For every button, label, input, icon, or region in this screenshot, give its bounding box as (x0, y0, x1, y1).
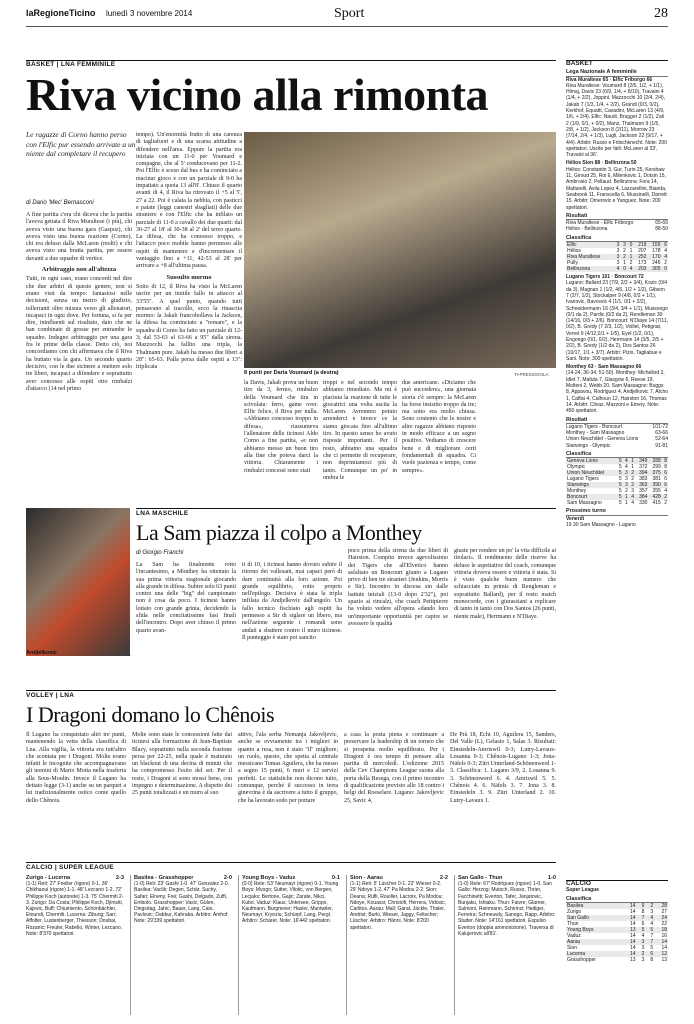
calcio-kicker: CALCIO | SUPER LEAGUE (26, 864, 114, 871)
result-score: 52-64 (655, 436, 668, 443)
standings-cell-pa: 390 (652, 482, 661, 489)
standings-cell-l: 4 (631, 500, 635, 507)
standings-cell-l: 2 (629, 260, 633, 267)
standings-cell-l: 7 (650, 938, 654, 945)
standings-cell-pt: 14 (661, 938, 667, 945)
standings-cell-w: 3 (625, 476, 628, 483)
standings-cell-team: Union Neuchâtel (567, 470, 604, 477)
article2-rule (136, 508, 556, 509)
standings-cell-l: 5 (650, 944, 654, 951)
standings-cell-pt: 27 (661, 908, 667, 915)
result-score: 101-72 (652, 423, 668, 430)
standings-cell-team: Young Boys (567, 926, 594, 933)
result-row (566, 443, 668, 449)
match-score: 0-1 (331, 875, 340, 881)
article1-column-4: troppi e nel secondo tempo abbiamo rimediato. Ma mi è piaciuta la reazione di tutte le giocatrici una volta uscita la McLaren. Avremmo potuto arrenderci e invece ce la siamo giocata fino all'ultimo tiro. In questo senso ho avuto risposte importanti. Per il resto, abbiamo una squadra che ci permette di recuperare, non deprimiamoci più di tanto. Comunque un po' in ombra le (323, 380, 397, 481)
article1-photo-caption: 8 punti per Daria Voumard (a destra) (244, 370, 339, 376)
article3-headline: I Dragoni domano lo Chênois (26, 702, 275, 727)
standings-cell-pa: 246 (652, 260, 661, 267)
article2-column-4: giuste per rendere un po' la vita difficile ai titolari». Il rendimento delle riserve ha deluso le aspettative del coach, comunque vittoria doveva essere e vittoria è stata. Si è visto qualche buon numero che schiacciate in primis di Rengleman e soprattutto Ballard), per il resto match monocorde, con i giurassiani a replicare di tanto in tanto con Dos Santos (26 punti, niente male), Herrmann e N'Diaye. (454, 548, 556, 620)
standings-cell-w: 3 (641, 938, 645, 945)
standings-title: Classifica (566, 235, 668, 242)
standings-cell-g: 3 (616, 260, 620, 267)
match-report: (0-0) Rete: 53' Neumayr (rigore) 0-1. Young Boys: Mvogo; Sutter, Vilotic, von Bergen, Lecjaks; Bertone, Gajic; Zarate, Nikci, Kubo. Vaduz: Klaus; Untersee, Grippo, Kaufmann, Burgmeier; Hasler, Muntwiler, Neumayr, Kryeziu; Schürpf, Lang, Pergl. Arbitro: Schärer. Note: 16'442 spettatori. (242, 881, 339, 925)
standings-cell-l: 2 (631, 470, 635, 477)
standings-cell-w: 9 (641, 902, 645, 909)
standings-cell-pa: 305 (652, 266, 661, 273)
standings-cell-pt: 16 (661, 932, 667, 939)
standings-cell-l: 4 (650, 920, 654, 927)
match-report: (1-0) Reti: 23' Gashi 1-0. 47' Gonzalez 2-0. Basilea: Vaclik; Degen, Schär, Suchy, Safari; Elneny, Frei; Gashi, Delgado, Zuffi, Embolo. Grasshopper: Vasic; Gülen, Dingsdag, Jahic, Bauer, Lang, Caio, Pavlovic; Dabbur, Kahraba. Arbitro: Amhof. Note: 29'339 spettatori. (134, 881, 230, 925)
standings-cell-l: 8 (650, 956, 654, 963)
standings-cell-w: 2 (623, 254, 626, 261)
standings-cell-g: 14 (630, 920, 636, 927)
standings-cell-w: 2 (625, 488, 628, 495)
standings-cell-w: 8 (641, 908, 645, 915)
standings-cell-pt: 14 (661, 944, 667, 951)
standings-cell-team: Zurigo (567, 908, 582, 915)
standings-cell-g: 14 (630, 902, 636, 909)
page-number: 28 (654, 6, 668, 21)
article2-kicker: LNA MASCHILE (136, 510, 189, 517)
article1-column-5: due americane. «Diciamo che può succedere», una giornata storta c'è sempre: la McLaren ha forse insistito troppo da tre; ma sotto era molto chiusa. Sono contento che le nostre e altre ragazze abbiano risposto in modo efficace a un segno positivo. Vediamo di crescere bene e di migliorare certi fondamentali di squadra. Ci vuole pazienza e tempo, come sempre». (402, 380, 476, 474)
article1-photo-credit: TI-PRESS/GOLA (514, 372, 549, 377)
standings-cell-g: 3 (616, 248, 620, 255)
article1-lead: Le ragazze di Corno hanno perso con l'Elfic pur essendo arrivate a un niente dal completare il recupero (26, 130, 136, 158)
standings-cell-pf: 383 (639, 476, 648, 483)
standings-cell-pt: 4 (664, 254, 667, 261)
standings-cell-g: 5 (618, 476, 622, 483)
standings-cell-w: 3 (625, 470, 628, 477)
match-score: 2-2 (439, 875, 448, 881)
standings2-title: Classifica (566, 451, 668, 458)
standings-cell-pt: 28 (661, 902, 667, 909)
standings-cell-g: 14 (630, 950, 636, 957)
standings-row (566, 957, 668, 963)
article3-column-2: Molte sono state le concessioni fatte dai ticinesi alla formazione di Jean-Baptiste Blazy, soprattutto nella seconda frazione persa per 22-25, nella quale è maturato un blackout di una decina di minuti che ha compromesso l'esito del set. Per il resto, i Dragoni si sono mossi bene, con impegno e determinazione. A dispetto dei 25 punti totalizzati e un muro al suo (132, 732, 232, 797)
standings-cell-pt: 6 (664, 476, 667, 483)
standings-cell-pt: 6 (664, 482, 667, 489)
article2-photo-caption: Andjelkovic (26, 650, 57, 656)
standings-cell-g: 14 (630, 908, 636, 915)
standings-cell-pf: 349 (639, 458, 648, 465)
standings-cell-l: 4 (631, 494, 635, 501)
standings2-table (566, 458, 668, 506)
standings-cell-g: 14 (630, 914, 636, 921)
standings-cell-w: 7 (641, 914, 645, 921)
standings-cell-team: Boncourt (567, 494, 588, 501)
calcio-standings-title: Classifica (566, 896, 668, 903)
standings-cell-pf: 363 (639, 482, 648, 489)
standings-cell-pf: 252 (638, 254, 647, 261)
standings-cell-pt: 18 (661, 926, 667, 933)
result-match: Riva Muraltese - Elfic Friborgo (566, 220, 634, 227)
standings-cell-w: 2 (641, 950, 645, 957)
standings-cell-pt: 8 (664, 458, 667, 465)
standings-cell-g: 5 (618, 470, 622, 477)
result-score: 91-81 (655, 442, 668, 449)
standings-cell-pt: 13 (661, 956, 667, 963)
standings-cell-g: 13 (630, 956, 636, 963)
match-score: 1-0 (547, 875, 556, 881)
standings-cell-team: Pully (567, 260, 578, 267)
standings-cell-team: Lucerna (567, 950, 586, 957)
standings-cell-pt: 6 (664, 242, 667, 249)
article3-column-4: a casa la posta piena e continuare a preservare la leadership di un torneo che si prospetta molto equilibrato. Per i Dragoni è ora tempo di pensare alla partita di mercoledì. L'edizione 2015 della Cev Champions League suona alla porta della Resega, con il primo incontro di qualificazione previsto alle 18 contro i belgi del Roeselare. Lugano: Jakovljevic 25, Savic 4, (344, 732, 444, 804)
calcio-side-sub: Super League (566, 887, 600, 894)
standings-cell-l: 1 (631, 464, 635, 471)
article1-subhead-1: Arbitraggio non all'altezza (41, 266, 117, 274)
result-match: Monthey - Sam Massagno (566, 430, 625, 437)
standings-cell-g: 3 (616, 242, 620, 249)
standings-cell-pa: 428 (652, 494, 661, 501)
sidebar-subtitle: Lega Nazionale A femminile (566, 69, 668, 76)
standings-row (566, 266, 668, 272)
standings-cell-pf: 219 (638, 242, 647, 249)
standings-cell-pf: 330 (639, 500, 648, 507)
article3-column-5: De Prà 18, Echt 10, Aguilera 15, Sanders, Del Valle (L), Gelasio 1, Salas 3. Risultati: Einsiedeln-Amriswil 0-3; Lutry-Lavaux-Losanna 0-3; Chênois-Lugano 1-3; Jona-Näfels 0-3; Züri Unterland-Schönenwerd 1-3. Classifica: 1. Lugano 3/9, 2. Losanna 9. 3. Schönenwerd 6. 4. Amriswil 5. 5. Chênois 4. 6. Näfels 3. 7. Jona 3. 8. Einsiedeln 3. 9. Züri Unterland 2. 10. Lutry-Lavaux 1. (450, 732, 556, 804)
article1-photo (244, 132, 556, 368)
match-name: Zurigo - Lucerna (26, 875, 71, 881)
game4-report: (14-24, 36-34, 51-50). Monthey: Michellod 2, Idlet 7, Mafuta 7, Glasgow 6, Reese 19, Molteni 2, Webb 20. Sam Massagno: Buggs 8, Appavou, Rodriguez 4, Andjelkovic 7, Atcho 1, Caflisi 4, Calhoun 12, Hairston 16, Thomas 14. Arbitri: Clivaz, Mazzoni e Emery. Note: 450 spettatori. (566, 370, 669, 415)
result-score: 65-66 (655, 220, 668, 227)
standings-cell-pt: 6 (664, 470, 667, 477)
standings-cell-team: Olympic (567, 464, 586, 471)
article2-column-3: poco prima della sirena da due liberi di Hairston. Compito invece agevolissimo dei Tigers che all'Elvetico hanno asfaltato un Boncourt giunto a Lugano privo di ben tre stranieri (Jenkins, Morris e Sir). Incontro in discesa sin dalle battute iniziali (13-0 dopo 2'32"), poi spazio ai rincalzi, che coach Petitpierre ha voluto vedere all'opera «dando loro un'importante opportunità per capire se avessero le qualità (348, 548, 448, 627)
article3-column-3: attivo, l'ala serba Nemanja Jakovljevic, anche se ovviamente tra i migliori in quanto a resa, non è stato "il" migliore; un ruolo, questo, che spetta al centrale messicano Tomas Aguilera, che ha messo a segno 15 punti, 6 muri e 12 servizi perfetti. Le statistiche non dicono tutto, comunque, perché il successo in terra ginevrina è da ascrivere a tutto il gruppo, che ha lavorato sodo per portare (238, 732, 338, 804)
result-row (566, 226, 668, 232)
standings-table (566, 242, 668, 272)
standings-cell-pa: 288 (652, 458, 661, 465)
standings-cell-pf: 173 (638, 260, 647, 267)
standings-row (566, 500, 668, 506)
calcio-standings-table (566, 903, 668, 963)
standings-cell-pt: 22 (661, 920, 667, 927)
standings-cell-l: 0 (629, 242, 633, 249)
standings-cell-l: 2 (650, 902, 654, 909)
match-box (26, 875, 124, 1015)
standings-cell-g: 5 (618, 488, 622, 495)
sidebar-title: BASKET (566, 60, 593, 67)
standings-cell-w: 3 (623, 242, 626, 249)
article3-column-1: Il Lugano ha conquistato altri tre punti, mantenendo la vetta della classifica di Lna. Alla vigilia, la vittoria era tutt'altro che scontata per i Dragoni. Molte erano infatti le incognite che accompagnavano gli uomini di Mario Motta nella trasferta alla Sous-Moulin. Invece il Lugano ha dettato legge (3-1) anche su un parquet a lui tradizionalmente ostico come quello dello Chênois. (26, 732, 126, 804)
standings-cell-g: 5 (618, 458, 622, 465)
standings-cell-pa: 415 (652, 500, 661, 507)
page-header (26, 8, 668, 27)
game2-score: Hélios Sion 88 · Bellinzona 50 (566, 160, 637, 167)
game1-score: Riva Muraltese 65 · Elfic Friborgo 66 (566, 76, 653, 83)
article3-kicker: VOLLEY | LNA (26, 692, 75, 699)
standings-cell-l: 6 (650, 950, 654, 957)
standings-cell-pa: 299 (652, 464, 661, 471)
result-match: Lugano Tigers - Boncourt (566, 423, 623, 430)
match-box (130, 875, 232, 1015)
standings-cell-g: 14 (630, 944, 636, 951)
result-score: 63-66 (655, 430, 668, 437)
standings-cell-g: 5 (618, 494, 622, 501)
standings-cell-pf: 203 (638, 266, 647, 273)
standings-cell-team: Monthey (567, 488, 587, 495)
standings-cell-l: 1 (631, 458, 635, 465)
standings-cell-l: 4 (629, 266, 633, 273)
results-title: Risultati (566, 213, 668, 220)
game4-score: Monthey 63 · Sam Massagno 66 (566, 364, 642, 371)
article1-headline: Riva vicino alla rimonta (26, 69, 489, 120)
sidebar-basket (566, 60, 668, 852)
standings-cell-w: 4 (641, 932, 645, 939)
article2-column-2: ti di 10, i ticinesi hanno dovuto subire il ritorno dei vallesani, mai capaci però di dare continuità alla loro azione. Poi grande equilibrio, rotto proprio nell'epilogo. Decisiva è stata la tripla infilata da Andjelkovic dall'angolo. Un fallo tecnico fischiato agli ospiti ha permesso a Sir di siglare un libero, ma nell'azione seguente i romandi sono andati a sbattere contro il muro ticinese. Il punteggio è stato poi sancito (242, 562, 342, 641)
match-report: (1-1) Reti: 5' Lüscher 0-1. 22' Wieser 0-2. 29' Ndoye 1-2. 47' Pa Modou 2-2. Sion: Deana; Rüfli, Rouiller, Lacroix, Pa Modou; Ndoye, Kouassi; Christofi, Herrera, Vidosic, Carlitos. Aarau: Mall; Garat, Jäckle, Thaler, Andrist; Burki, Wieser, Jaggy, Feltscher; Lüscher. Arbitro: Hänni. Note: 8'200 spettatori. (350, 881, 447, 931)
calcio-boxes (26, 875, 556, 1015)
standings-cell-g: 14 (630, 932, 636, 939)
match-name: Basilea - Grasshopper (134, 875, 194, 881)
game1-report: Riva Muraltese: Voumard 8 (2/5, 1/2, + 1/1), Himaj, Davis 23 (6/9, 1/4, + 8/10), Travaini 4 (1/4, + 2/2), Joppini, Mazzocchi 10 (2/4, 2/4), Jakab 7 (1/3, 1/4, + 2/2), Grandi (0/3, 0/2), Kerkhof, Equatti, Cavadini, McLaren 13 (4/9, 1/6, + 2/4). Elfic: Naudi, Brugger 2 (1/2), Zali 2 (1/9, 0/1, + 0/2), Manz, Thalmann 9 (1/5, 2/8, + 1/2), Jackson 8 (2/11), Morrow 23 (7/14, 2/4, + 1/3), Lugli, Jackson 22 (9/17, + 4/4). Arbitri: Russo e Fritschknecht. Note: 200 spettatori. Uscite per falli: McLaren al 33', Travaini al 36'. (566, 82, 667, 159)
result-match: Hélios - Bellinzona (566, 226, 608, 233)
results-list (566, 220, 668, 233)
article1-kicker: BASKET | LNA FEMMINILE (26, 61, 116, 68)
standings-cell-w: 4 (625, 458, 628, 465)
match-report: (1-0) Rete: 67' Rodriguez (rigore) 1-0. San Gallo: Herzog; Mutsch, Russo, Thrier, Facchinetti; Everton, Tafer, Janjatovic, Bunjaku, Ishiaku. Thun: Faivre; Glarner, Sulmoni, Reinmann, Schirinzi; Hediger, Ferreira; Schneuwly, Sanogo, Rapp. Arbitro: Studer. Note: 14'161 spettatori. Espulso Everton (doppia ammonizione). Traversa di Kalujerovic all'81'. (458, 881, 556, 937)
standings-cell-team: Vaduz (567, 932, 581, 939)
standings-cell-team: Sam Massagno (567, 500, 602, 507)
article1-byline: di Dario 'Mec' Bernasconi (26, 200, 94, 206)
standings-cell-l: 3 (631, 488, 635, 495)
game3-score: Lugano Tigers 101 · Boncourt 72 (566, 274, 644, 281)
standings-cell-l: 2 (631, 476, 635, 483)
standings-cell-team: Grasshopper (567, 956, 596, 963)
standings-cell-team: Thun (567, 920, 579, 927)
sidebar-calcio (566, 880, 668, 1016)
article2-headline: La Sam piazza il colpo a Monthey (136, 520, 422, 545)
standings-cell-team: Lugano Tigers (567, 476, 599, 483)
standings-cell-w: 1 (625, 494, 628, 501)
article1-column-3: la Davis, Jakab prova un buon tiro da 3, fermo, rimbalzo della Voumard che tira in scivolata: ferro, game over. Elfic felice, il Riva per nulla. «Abbiamo concesso troppo in difesa», riassumeva l'allenatore delle ticinesi Aldo Corno a fine partita, «e non abbiamo messo un buon tiro alla fine che poteva darci la vittoria. Chiaramente i rimbalzi concessi sono stati (244, 380, 318, 474)
standings-cell-pa: 381 (652, 476, 661, 483)
article3-rule (26, 690, 556, 691)
standings-cell-team: Aarau (567, 938, 581, 945)
game3-report: Lugano: Ballard 23 (7/9, 2/2 + 3/4), Kozic (0/4 da 3), Magnan 1 (1/2, 4/6, 1/2 + 1/2), Gibson 7 (2/7, 1/2), Stockalper 9 (4/8, 0/2 + 1/1), Ivanovic, Bavcevic 4 (1/1, 0/1 + 2/2), Schneidermann 16 (3/4, 3/4 + 1/1), Mussongo (0/1 da 2), Pardic (0/2 da 2), Rendleman 30 (14/16, 0/3 + 2/6). Boncourt: N'Diaye 14 (7/11, 0/2), B. Gredy (7 2/3, 1/2), Voillet, Petignat, Verret 9 (4/12,0/1 + 1/5), Eyel (1/2, 0/1), Engongo (0/1, 0/2), Herrmann 14 (3/5, 2/5 + 2/2), B. Gredy (1/2 da 2), Dos Santos 26 (10/17, 1/1 + 3/7). Arbitri: Pizio, Tagliabue e Sani. Note: 300 spettatori. (566, 280, 668, 362)
standings-cell-l: 3 (650, 908, 654, 915)
standings-cell-pa: 178 (652, 248, 661, 255)
article2-photo-credit: TI-PRESS/GOLA (96, 652, 131, 657)
match-name: Young Boys - Vaduz (242, 875, 296, 881)
standings-cell-pt: 2 (664, 500, 667, 507)
newspaper-logo: laRegioneTicino (26, 8, 96, 18)
standings-cell-team: Geneva Lions (567, 458, 598, 465)
standings-cell-g: 4 (616, 266, 620, 273)
calcio-rule (26, 862, 556, 863)
standings-cell-l: 1 (629, 248, 633, 255)
article1-col1b-text: Tutti, in ogni caso, erano concordi nel dire che due arbitri di questo genere, non si erano visti da tempo: fantasiosi nelle decisioni, senza un metro di giudizio, tollerranti oltre misura verso gli allenatori, incapaci in ogni dove. Per fortuna, si fa per dire, ininfluenti sul risultato, dato che ne han combinate di grosse per entrambe le squadre. Indegno arbitraggio per una gara fra le prime della classe. Detto ciò, noi concordiamo con chi affermava che il Riva ha buttato via la gara. Un secondo quarto decisivo, con le due sicinere a mettere solo tre liberi, incapaci a difendere e soprattutto aver concesso alle ospiti otto rimbalzi d'attacco (14 nel primo (26, 276, 132, 392)
next-round-title: Prossimo turno (566, 508, 668, 515)
standings-cell-l: 1 (629, 254, 633, 261)
standings-cell-pt: 0 (664, 266, 667, 273)
standings-cell-pt: 12 (661, 950, 667, 957)
standings-cell-team: Starwings (567, 482, 589, 489)
standings-cell-pt: 2 (664, 494, 667, 501)
standings-cell-g: 14 (630, 938, 636, 945)
match-score: 2-0 (223, 875, 232, 881)
game2-report: Hélios: Constantin 3, Gur, Turin 25, Kershaw 11, Giroud 25, Roi 6, Milenkovic 1, Dotsin 15, Ambrosio 2, Pellaud. Bellinzona: Fora 14, Mattarelli, Avila Lopez 4, Lazzarellini, Bianda, Seabrook 11, Franscella 6, Mussinelli, Darrett 15. Arbitri: Omerovic e Yanguez. Note: 200 spettatori. (566, 166, 667, 211)
standings-cell-team: San Gallo (567, 914, 589, 921)
standings-cell-team: Basilea (567, 902, 584, 909)
standings-cell-w: 0 (623, 266, 626, 273)
standings-cell-team: Hélios (567, 248, 581, 255)
result-match: Union Neuchâtel - Geneva Lions (566, 436, 639, 443)
standings-cell-team: Bellinzona (567, 266, 591, 273)
standings-cell-team: Riva Muraltese (567, 254, 601, 261)
standings-cell-pf: 357 (639, 488, 648, 495)
standings-cell-w: 1 (623, 260, 626, 267)
match-box (238, 875, 340, 1015)
standings-cell-w: 3 (625, 482, 628, 489)
results2-title: Risultati (566, 417, 668, 424)
standings-cell-pa: 155 (652, 242, 661, 249)
match-box (454, 875, 556, 1015)
standings-cell-g: 13 (630, 926, 636, 933)
standings-cell-pt: 2 (664, 260, 667, 267)
standings-cell-pt: 8 (664, 464, 667, 471)
match-name: San Gallo - Thun (458, 875, 503, 881)
standings-cell-w: 1 (625, 500, 628, 507)
results2-list (566, 424, 668, 449)
standings-cell-w: 2 (623, 248, 626, 255)
standings-cell-l: 5 (650, 926, 654, 933)
standings-cell-team: Sion (567, 944, 578, 951)
section-name: Sport (334, 6, 365, 21)
standings-cell-w: 5 (641, 926, 645, 933)
match-report: (1-1) Reti: 27' Fneiler (rigore) 0-1. 36' Chikhaoui (rigore) 1-1. 48' Lezcano 1-2. 72' Philippe Koch (autorete) 1-3. 75' Chermiti 2-3. Zurigo: Da Costa; Philippe Koch, Djimsiti, Kajevic, Buff; Chiumiento, Schönbächler, Etoundi, Chermiti. Lucerna: Zibung; Sarr, Affolter, Lustenberger, Thiesson; Doubai, Rozanic; Freuler, Rabello, Winter, Lezcano. Note: 8'370 spettatori. (26, 881, 124, 937)
result-match: Starwings - Olympic (566, 442, 611, 449)
issue-date: lunedì 3 novembre 2014 (106, 9, 193, 18)
standings-cell-pf: 384 (639, 494, 648, 501)
standings-cell-l: 4 (650, 914, 654, 921)
match-box (346, 875, 448, 1015)
article2-byline: di Giorgio Franchi (136, 550, 184, 556)
article2-photo (26, 508, 130, 656)
calcio-side-title: CALCIO (566, 880, 591, 887)
article2-column-1: La Sam ha finalmente rotto l'incantesimo, a Monthey ha ottenuto la sua prima vittoria stagionale giocando alla grande in difesa. Subire solo 63 punti contro una delle "big" del campionato non è cosa da poco. I ticinesi hanno lottato con grande grinta, decidendo la sfida nelle concitatissime fasi finali dell'incontro. Dopo aver chiuso il primo quarto avan- (136, 562, 236, 634)
match-name: Sion - Aarau (350, 875, 383, 881)
standings-cell-pa: 355 (652, 488, 661, 495)
standings-cell-pa: 170 (652, 254, 661, 261)
standings-cell-w: 4 (625, 464, 628, 471)
standings-cell-g: 5 (618, 482, 622, 489)
standings-cell-team: Elfic (567, 242, 577, 249)
next-round-match: 19.30 Sam Massagno - Lugano (566, 521, 636, 528)
standings-cell-pt: 4 (664, 248, 667, 255)
match-score: 2-3 (115, 875, 124, 881)
standings-cell-pf: 207 (638, 248, 647, 255)
standings-cell-pf: 394 (639, 470, 648, 477)
standings-cell-l: 2 (631, 482, 635, 489)
article1-col2b-text: Sotto di 12, il Riva ha visto la McLaren uscire per un inutile fallo in attacco al 33'55". A quel punto, quando tutti pensavano al tracollo, ecco la rinascita mormo: la Jakab francobollava la Jackson, la difesa ha cominciato a "remare", e la squadra di Corno ha fatto un parziale di 12-3; dal 53-63 al 63-66 a 95" dalla sirena. Mazzocchi ha fallito una tripla, la Thalmann pure. Jakab ha messo due liberi a 28": 65-63. Palla persa dalle ospiti a 13": triplicata (136, 283, 242, 371)
standings-cell-w: 6 (641, 920, 645, 927)
article1-col1-text: A fine partita c'era chi diceva che la partita l'aveva gettata il Riva Muraltese (i più), chi aveva visto una buona gara (Gaspoz), chi aveva visto una buona reazione (Corno), chi era deluso dalla McLaren (molti) e chi aveva visto una brutta partita, per essere davanti a due squadre di vertice. (26, 212, 132, 262)
article1-column-1 (26, 212, 132, 444)
standings-cell-g: 5 (618, 464, 622, 471)
next-round-day: Venerdì (566, 515, 585, 522)
standings-cell-g: 5 (618, 500, 622, 507)
standings-cell-g: 3 (616, 254, 620, 261)
article1-col2-text: tempo). Un'enormità frutto di una carenza di tagliafuori e di una scarsa attitudine a difendere nell'area. Eppure la partita era iniziata con un 11-0 per Voumard e compagne, che al 5' conducevano per 11-2. Poi l'Elfic è sceso dal bus e ha cominciato a macinar gioco e con un parziale di 9-0 ha impattato a quota 13 all'8'. Chiuso il quarto avanti di 4, il Riva ha ritrovato il +5 al 5', 27 a 22. Poi è calata la nebbia, con pasticci e patate (leggi canestri sbagliati) delle due straniere e con l'Elfic che ha infilato un parziale di 11-0 a cavallo dei due quarti: dal 30-27 al 18' al 30-38 al 2' del terzo quarto. La difesa, che ha concesso troppo, e l'attacco poco mobile hanno permesso alle ospiti di mantenere e d'incrementare il vantaggio fino a +11, 42-53 al 28' per arrivare a +8 all'ultima pausa. (136, 132, 242, 270)
standings-cell-pa: 375 (652, 470, 661, 477)
standings-cell-l: 7 (650, 932, 654, 939)
standings-cell-w: 3 (641, 956, 645, 963)
article1-subhead-2: Sussulto mormo (166, 273, 212, 281)
standings-cell-pf: 372 (639, 464, 648, 471)
result-score: 88-50 (655, 226, 668, 233)
standings-cell-pt: 24 (661, 914, 667, 921)
article1-column-2 (136, 132, 242, 444)
standings-cell-w: 3 (641, 944, 645, 951)
standings-cell-pt: 4 (664, 488, 667, 495)
